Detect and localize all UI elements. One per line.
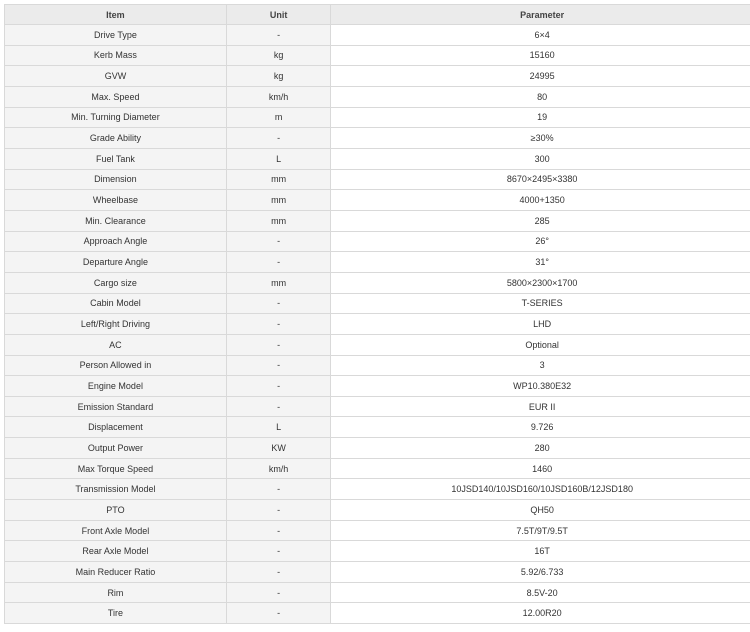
unit-cell: -: [226, 231, 330, 252]
parameter-cell: 19: [331, 107, 750, 128]
parameter-cell: 8.5V-20: [331, 582, 750, 603]
table-row: [5, 252, 750, 273]
table-row: [5, 396, 750, 417]
table-row: [5, 562, 750, 583]
unit-cell: -: [226, 376, 330, 397]
parameter-cell: 3: [331, 355, 750, 376]
unit-cell: -: [226, 520, 330, 541]
parameter-cell: 16T: [331, 541, 750, 562]
parameter-cell: 24995: [331, 66, 750, 87]
item-cell: Transmission Model: [5, 479, 227, 500]
table-row: [5, 169, 750, 190]
unit-cell: -: [226, 541, 330, 562]
unit-cell: kg: [226, 45, 330, 66]
item-cell: Cabin Model: [5, 293, 227, 314]
parameter-cell: 4000+1350: [331, 190, 750, 211]
table-row: [5, 603, 750, 624]
parameter-cell: Optional: [331, 334, 750, 355]
table-row: [5, 376, 750, 397]
table-row: [5, 520, 750, 541]
table-row: [5, 272, 750, 293]
table-row: [5, 479, 750, 500]
table-row: [5, 541, 750, 562]
unit-cell: kg: [226, 66, 330, 87]
unit-cell: km/h: [226, 458, 330, 479]
unit-cell: -: [226, 334, 330, 355]
item-cell: Rim: [5, 582, 227, 603]
item-cell: Displacement: [5, 417, 227, 438]
unit-cell: km/h: [226, 86, 330, 107]
unit-cell: mm: [226, 272, 330, 293]
unit-cell: -: [226, 562, 330, 583]
parameter-cell: 6×4: [331, 25, 750, 46]
unit-cell: -: [226, 25, 330, 46]
parameter-cell: 8670×2495×3380: [331, 169, 750, 190]
table-row: [5, 231, 750, 252]
unit-cell: -: [226, 355, 330, 376]
spec-table-header: [5, 5, 750, 25]
item-cell: Drive Type: [5, 25, 227, 46]
item-cell: Fuel Tank: [5, 148, 227, 169]
unit-cell: -: [226, 582, 330, 603]
parameter-cell: 5800×2300×1700: [331, 272, 750, 293]
table-row: [5, 417, 750, 438]
table-row: [5, 582, 750, 603]
parameter-cell: 31°: [331, 252, 750, 273]
header-unit: Unit: [226, 5, 330, 25]
parameter-cell: 10JSD140/10JSD160/10JSD160B/12JSD180: [331, 479, 750, 500]
parameter-cell: 300: [331, 148, 750, 169]
table-row: [5, 86, 750, 107]
unit-cell: -: [226, 603, 330, 624]
header-parameter: Parameter: [331, 5, 750, 25]
item-cell: Main Reducer Ratio: [5, 562, 227, 583]
item-cell: Kerb Mass: [5, 45, 227, 66]
item-cell: Min. Clearance: [5, 210, 227, 231]
unit-cell: mm: [226, 210, 330, 231]
spec-table-body: [5, 25, 750, 624]
parameter-cell: EUR II: [331, 396, 750, 417]
item-cell: Output Power: [5, 438, 227, 459]
unit-cell: -: [226, 128, 330, 149]
parameter-cell: 280: [331, 438, 750, 459]
parameter-cell: 1460: [331, 458, 750, 479]
item-cell: PTO: [5, 500, 227, 521]
item-cell: Departure Angle: [5, 252, 227, 273]
item-cell: Left/Right Driving: [5, 314, 227, 335]
unit-cell: mm: [226, 190, 330, 211]
parameter-cell: 80: [331, 86, 750, 107]
item-cell: Min. Turning Diameter: [5, 107, 227, 128]
parameter-cell: WP10.380E32: [331, 376, 750, 397]
table-row: [5, 438, 750, 459]
table-row: [5, 458, 750, 479]
unit-cell: -: [226, 252, 330, 273]
parameter-cell: 7.5T/9T/9.5T: [331, 520, 750, 541]
unit-cell: -: [226, 396, 330, 417]
table-row: [5, 314, 750, 335]
table-row: [5, 66, 750, 87]
table-row: [5, 148, 750, 169]
table-row: [5, 334, 750, 355]
item-cell: AC: [5, 334, 227, 355]
item-cell: Front Axle Model: [5, 520, 227, 541]
table-row: [5, 107, 750, 128]
unit-cell: -: [226, 293, 330, 314]
unit-cell: -: [226, 314, 330, 335]
item-cell: Max. Speed: [5, 86, 227, 107]
header-item: Item: [5, 5, 227, 25]
item-cell: Approach Angle: [5, 231, 227, 252]
item-cell: Emission Standard: [5, 396, 227, 417]
table-row: [5, 293, 750, 314]
item-cell: Tire: [5, 603, 227, 624]
unit-cell: m: [226, 107, 330, 128]
parameter-cell: LHD: [331, 314, 750, 335]
parameter-cell: 15160: [331, 45, 750, 66]
parameter-cell: 5.92/6.733: [331, 562, 750, 583]
item-cell: Dimension: [5, 169, 227, 190]
parameter-cell: 285: [331, 210, 750, 231]
parameter-cell: 9.726: [331, 417, 750, 438]
table-row: [5, 45, 750, 66]
table-row: [5, 355, 750, 376]
item-cell: GVW: [5, 66, 227, 87]
item-cell: Cargo size: [5, 272, 227, 293]
table-row: [5, 25, 750, 46]
item-cell: Grade Ability: [5, 128, 227, 149]
spec-table: [4, 4, 750, 624]
table-row: [5, 190, 750, 211]
header-row: [5, 5, 750, 25]
parameter-cell: ≥30%: [331, 128, 750, 149]
item-cell: Rear Axle Model: [5, 541, 227, 562]
parameter-cell: 26°: [331, 231, 750, 252]
unit-cell: -: [226, 500, 330, 521]
table-row: [5, 500, 750, 521]
table-row: [5, 128, 750, 149]
unit-cell: mm: [226, 169, 330, 190]
parameter-cell: QH50: [331, 500, 750, 521]
parameter-cell: 12.00R20: [331, 603, 750, 624]
item-cell: Wheelbase: [5, 190, 227, 211]
item-cell: Max Torque Speed: [5, 458, 227, 479]
item-cell: Engine Model: [5, 376, 227, 397]
unit-cell: -: [226, 479, 330, 500]
table-row: [5, 210, 750, 231]
item-cell: Person Allowed in: [5, 355, 227, 376]
unit-cell: KW: [226, 438, 330, 459]
unit-cell: L: [226, 417, 330, 438]
parameter-cell: T-SERIES: [331, 293, 750, 314]
unit-cell: L: [226, 148, 330, 169]
